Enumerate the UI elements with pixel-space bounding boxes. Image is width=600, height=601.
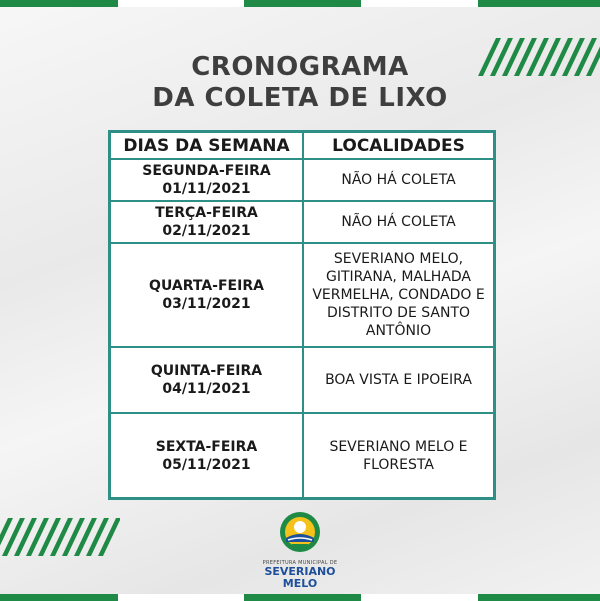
schedule-table	[108, 130, 496, 500]
day-name: QUINTA-FEIRA	[150, 363, 263, 379]
bottom-accent-bar	[0, 594, 600, 601]
stripes-decoration-bottom	[0, 518, 120, 556]
location-cell: SEVERIANO MELO, GITIRANA, MALHADA VERMELHA, CONDADO E DISTRITO DE SANTO ANTÔNIO	[312, 251, 485, 339]
location-cell: NÃO HÁ COLETA	[341, 214, 456, 230]
title-line-2: DA COLETA DE LIXO	[152, 83, 448, 113]
day-name: QUARTA-FEIRA	[149, 278, 264, 294]
day-name: TERÇA-FEIRA	[155, 205, 258, 221]
table-header-row	[111, 133, 493, 160]
day-date: 02/11/2021	[162, 223, 251, 239]
table-row	[111, 414, 493, 497]
location-cell: NÃO HÁ COLETA	[341, 172, 456, 188]
table-row	[111, 348, 493, 414]
day-date: 04/11/2021	[162, 381, 251, 397]
day-cell	[111, 414, 304, 497]
day-cell	[111, 160, 304, 200]
municipality-logo	[250, 510, 350, 590]
table-row	[111, 202, 493, 244]
day-date: 01/11/2021	[162, 181, 251, 197]
day-cell	[111, 348, 304, 412]
header-days: DIAS DA SEMANA	[111, 133, 304, 158]
top-accent-bar	[0, 0, 600, 7]
location-cell: BOA VISTA E IPOEIRA	[325, 372, 472, 388]
day-name: SEGUNDA-FEIRA	[142, 163, 271, 179]
day-cell	[111, 244, 304, 346]
title-line-1: CRONOGRAMA	[191, 52, 409, 82]
location-cell: SEVERIANO MELO E FLORESTA	[329, 438, 468, 473]
logo-subtitle: PREFEITURA MUNICIPAL DE	[262, 560, 338, 566]
table-row	[111, 244, 493, 348]
day-name: SEXTA-FEIRA	[155, 438, 258, 455]
day-date: 05/11/2021	[162, 456, 251, 473]
header-locations: LOCALIDADES	[332, 135, 465, 156]
day-cell	[111, 202, 304, 242]
table-row	[111, 160, 493, 202]
page-title	[0, 52, 600, 114]
municipal-emblem-icon	[278, 510, 322, 554]
logo-name: SEVERIANO MELO	[264, 565, 336, 590]
day-date: 03/11/2021	[162, 296, 251, 312]
